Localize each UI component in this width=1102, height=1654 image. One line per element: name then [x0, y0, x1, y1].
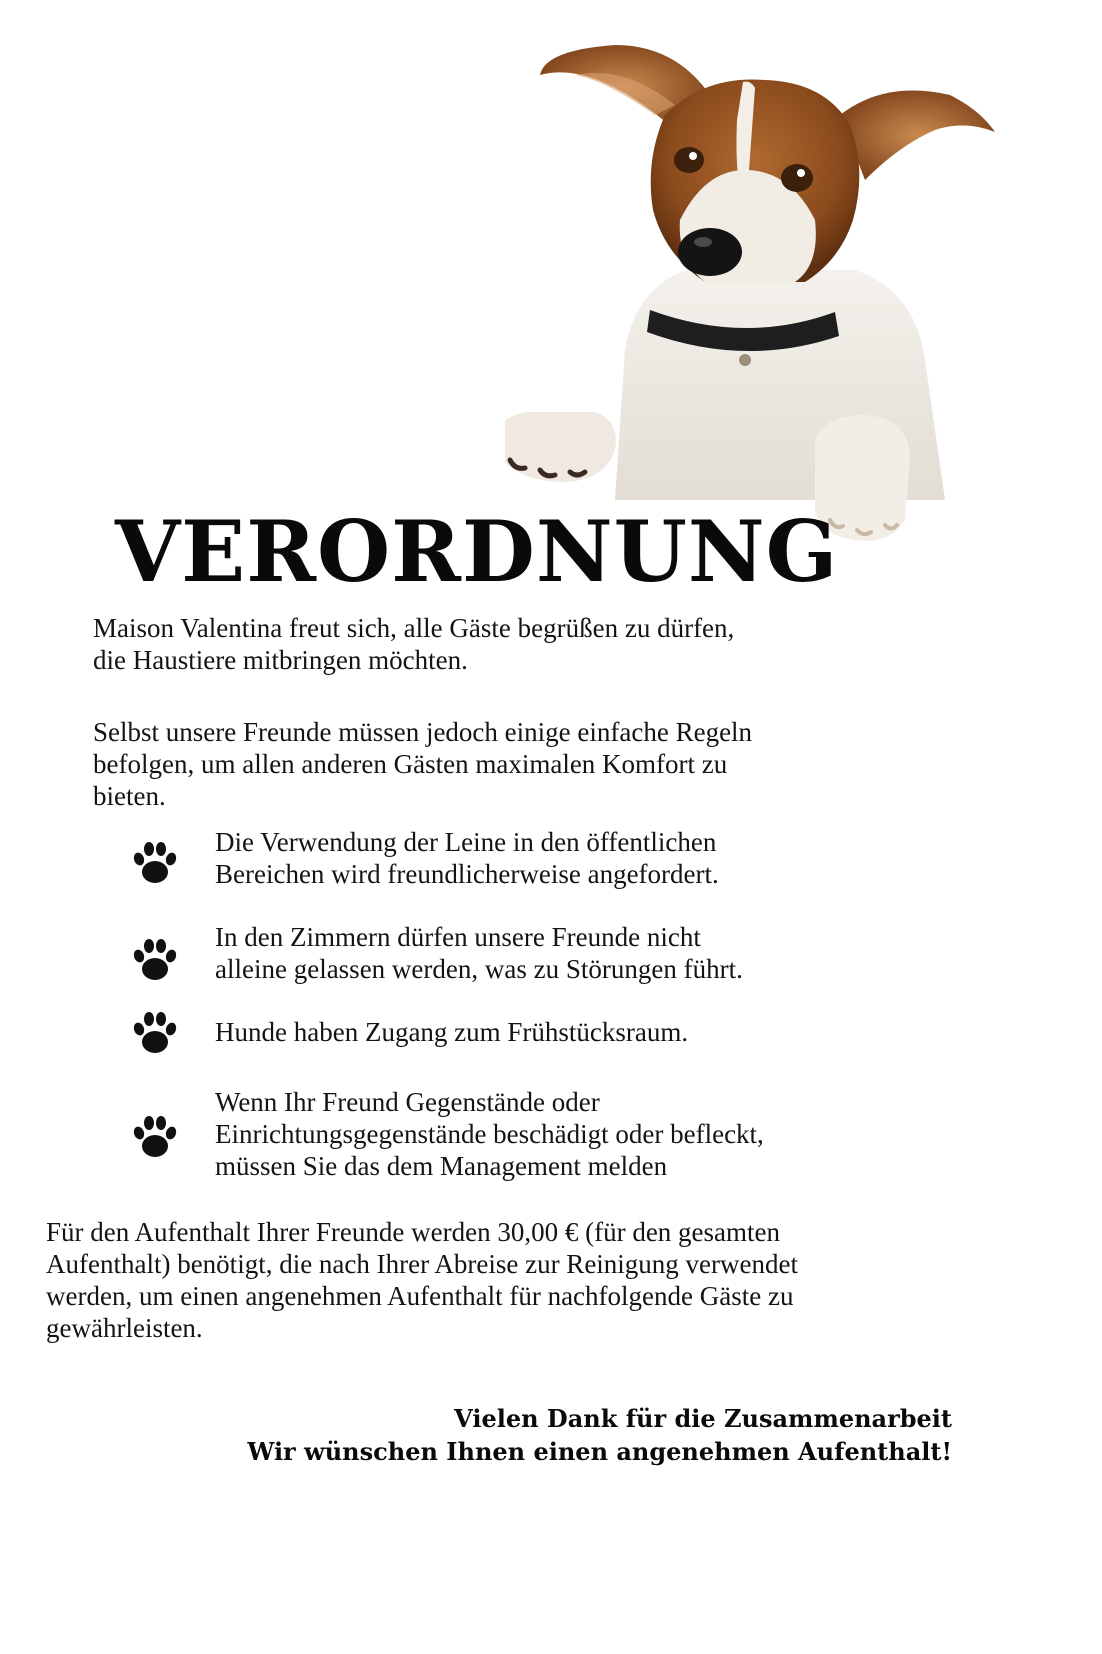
- paw-icon: [130, 1112, 180, 1162]
- welcome-paragraph: Maison Valentina freut sich, alle Gäste begrüßen zu dürfen, die Haustiere mitbringen möchten.: [93, 613, 735, 675]
- paw-icon: [130, 1008, 180, 1058]
- rule-text: Hunde haben Zugang zum Frühstücksraum.: [215, 1017, 689, 1047]
- closing-line-thanks: Vielen Dank für die Zusammenarbeit: [454, 1404, 952, 1433]
- rule-text: Die Verwendung der Leine in den öffentlichen Bereichen wird freundlicherweise angefordert.: [215, 827, 719, 889]
- paw-icon: [130, 838, 180, 888]
- rule-text: Wenn Ihr Freund Gegenstände oder Einrichtungsgegenstände beschädigt oder befleckt, müssen Sie das dem Management melden: [215, 1087, 764, 1181]
- paw-icon: [130, 935, 180, 985]
- page-title: VERORDNUNG: [115, 502, 839, 601]
- rules-intro-paragraph: Selbst unsere Freunde müssen jedoch einige einfache Regeln befolgen, um allen anderen Gästen maximalen Komfort zu bieten.: [93, 717, 753, 811]
- rule-item: [130, 921, 950, 991]
- closing-line-wishes: Wir wünschen Ihnen einen angenehmen Aufenthalt!: [247, 1437, 952, 1466]
- dog-left-eye: [674, 147, 704, 173]
- dog-nose: [678, 228, 742, 276]
- dog-left-paw: [505, 412, 616, 482]
- dog-right-ear: [840, 91, 995, 181]
- rule-text: In den Zimmern dürfen unsere Freunde nicht alleine gelassen werden, was zu Störungen führt.: [215, 922, 743, 984]
- rule-item: [130, 826, 950, 896]
- rule-item: [130, 1086, 950, 1186]
- closing-message: [247, 1402, 952, 1468]
- dog-illustration: [505, 20, 1065, 580]
- dog-right-eye: [781, 164, 813, 192]
- fee-paragraph: Für den Aufenthalt Ihrer Freunde werden 30,00 € (für den gesamten Aufenthalt) benötigt, die nach Ihrer Abreise zur Reinigung verwendet werden, um einen angenehmen Aufenthalt für nachfolgende Gäste zu gewährleisten.: [46, 1217, 798, 1343]
- rule-item: [130, 1016, 950, 1056]
